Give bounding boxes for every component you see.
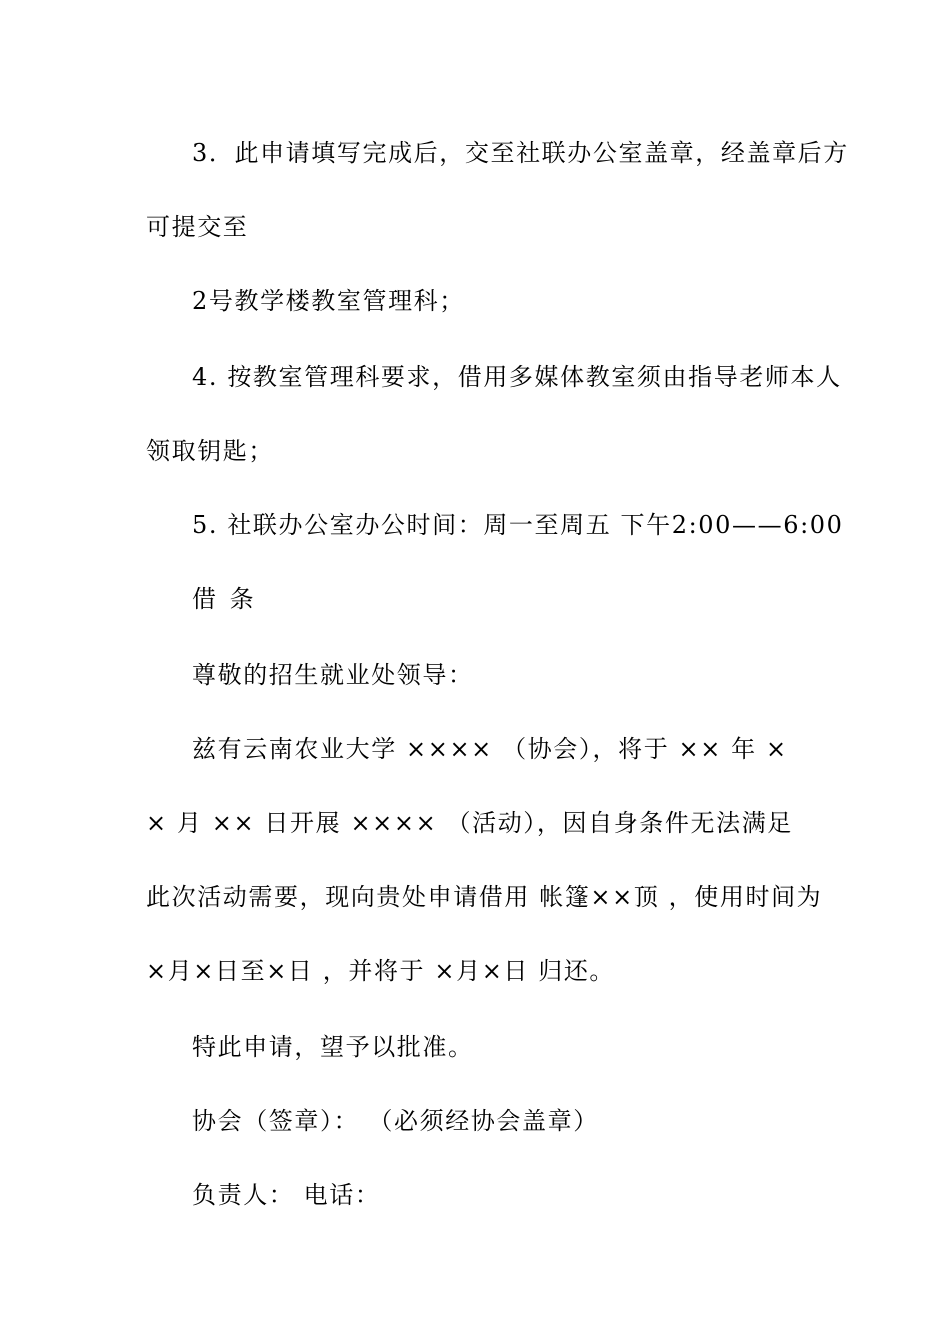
rule-3-line-2: 可提交至 xyxy=(146,213,249,241)
request-closing: 特此申请，望予以批准。 xyxy=(192,1033,474,1061)
association-signature-field: 协会（签章）： （必须经协会盖章） xyxy=(192,1107,599,1135)
rule-5-office-hours: 5. 社联办公室办公时间：周一至周五 下午2:00——6:00 xyxy=(192,511,844,539)
rule-4-line-1: 4. 按教室管理科要求，借用多媒体教室须由指导老师本人 xyxy=(192,363,842,391)
body-line-2: × 月 ×× 日开展 ×××× （活动），因自身条件无法满足 xyxy=(146,809,793,837)
contact-field: 负责人： 电话： xyxy=(192,1181,381,1209)
rule-3-line-3: 2号教学楼教室管理科； xyxy=(192,287,465,315)
iou-heading: 借 条 xyxy=(192,585,257,613)
body-line-4: ×月×日至×日 ，并将于 ×月×日 归还。 xyxy=(146,957,616,985)
rule-3-line-1: 3．此申请填写完成后，交至社联办公室盖章，经盖章后方 xyxy=(192,139,849,167)
salutation: 尊敬的招生就业处领导： xyxy=(192,661,474,689)
body-line-1: 兹有云南农业大学 ×××× （协会），将于 ×× 年 × xyxy=(192,735,788,763)
rule-4-line-2: 领取钥匙； xyxy=(146,437,274,465)
body-line-3: 此次活动需要，现向贵处申请借用 帐篷××顶 ，使用时间为 xyxy=(146,883,823,911)
